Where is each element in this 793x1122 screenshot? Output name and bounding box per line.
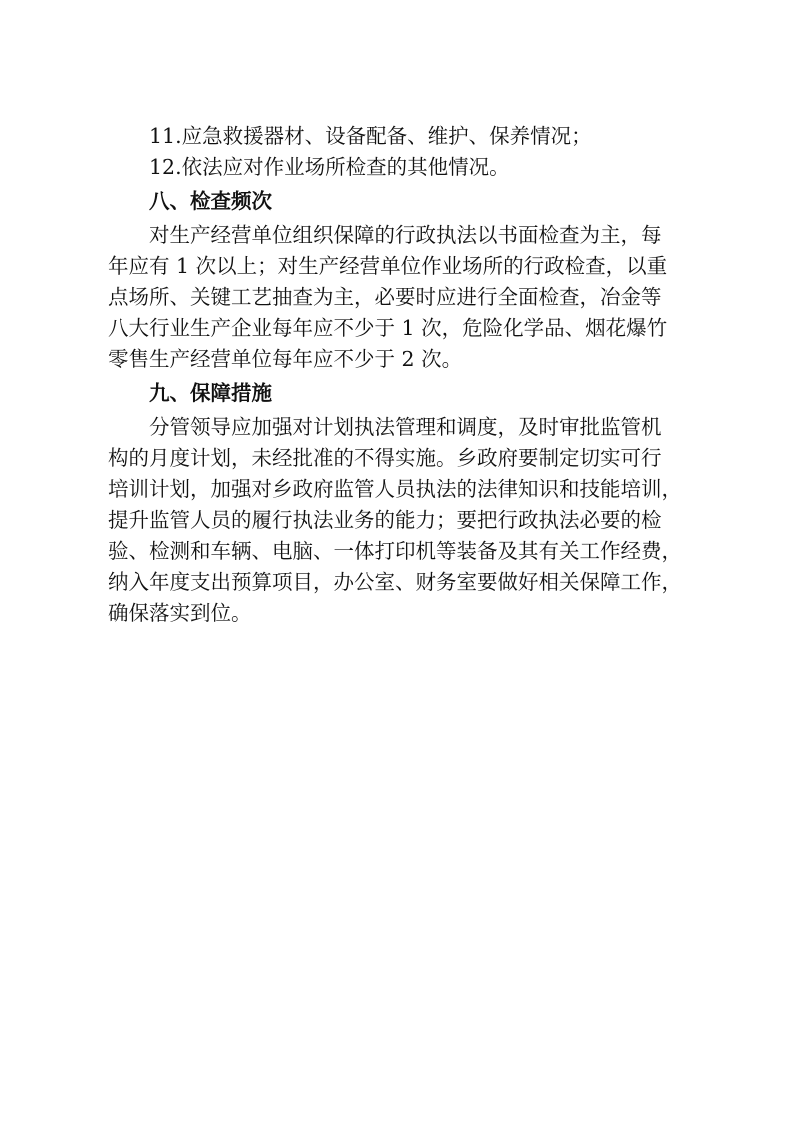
section-heading-safeguard-measures: 九、保障措施 (149, 381, 272, 405)
paragraph-line: 年应有 1 次以上；对生产经营单位作业场所的行政检查，以重 (108, 254, 668, 278)
paragraph-line: 对生产经营单位组织保障的行政执法以书面检查为主，每 (149, 223, 662, 247)
paragraph-line: 培训计划，加强对乡政府监管人员执法的法律知识和技能培训， (108, 477, 682, 501)
paragraph-line: 零售生产经营单位每年应不少于 2 次。 (108, 347, 463, 371)
list-item-12: 12.依法应对作业场所检查的其他情况。 (149, 155, 510, 179)
paragraph-line: 确保落实到位。 (108, 601, 252, 625)
paragraph-line: 提升监管人员的履行执法业务的能力；要把行政执法必要的检 (108, 508, 662, 532)
document-page (108, 121, 688, 629)
section-heading-inspection-frequency: 八、检查频次 (149, 189, 272, 213)
list-item-11: 11.应急救援器材、设备配备、维护、保养情况； (149, 124, 592, 148)
paragraph-line: 分管领导应加强对计划执法管理和调度，及时审批监管机 (149, 415, 662, 439)
paragraph-safeguard-measures (108, 412, 688, 629)
paragraph-inspection-frequency (108, 220, 688, 375)
paragraph-line: 点场所、关键工艺抽查为主，必要时应进行全面检查，冶金等 (108, 285, 662, 309)
paragraph-line: 纳入年度支出预算项目，办公室、财务室要做好相关保障工作， (108, 570, 682, 594)
paragraph-line: 构的月度计划，未经批准的不得实施。乡政府要制定切实可行 (108, 446, 662, 470)
paragraph-line: 验、检测和车辆、电脑、一体打印机等装备及其有关工作经费， (108, 539, 682, 563)
paragraph-line: 八大行业生产企业每年应不少于 1 次，危险化学品、烟花爆竹 (108, 316, 668, 340)
